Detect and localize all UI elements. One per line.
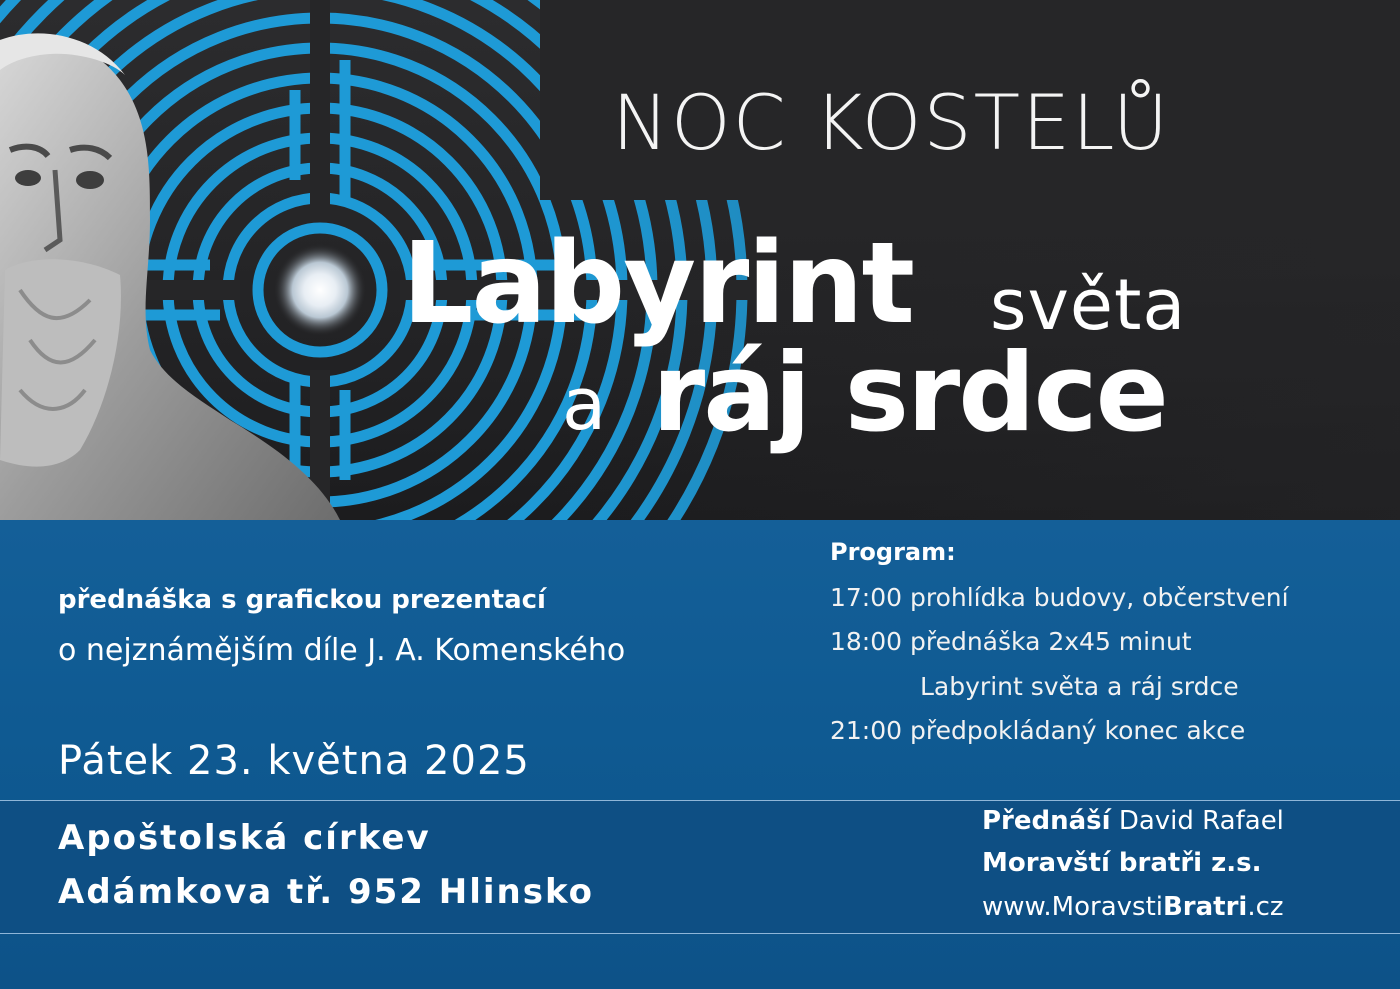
program-item: 21:00 předpokládaný konec akce [830,716,1246,745]
venue-name: Apoštolská církev [58,818,431,858]
event-date: Pátek 23. května 2025 [58,738,530,784]
intro-line-1: přednáška s grafickou prezentací [58,585,546,615]
url-bold: Bratri [1162,892,1248,922]
venue-address: Adámkova tř. 952 Hlinsko [58,872,595,912]
lecture-title-labyrint: Labyrint [402,219,914,349]
program-item: 17:00 prohlídka budovy, občerstvení [830,583,1289,612]
program-title: Program: [830,538,956,566]
program-item: 18:00 přednáška 2x45 minut [830,627,1192,656]
lecture-title-sveta: světa [990,264,1187,346]
lecture-title-raj-srdce: ráj srdce [652,331,1167,456]
organization-name: Moravští bratři z.s. [982,848,1262,878]
speaker-name: David Rafael [1118,806,1284,836]
lecture-title-a: a [562,362,607,446]
url-prefix: www.Moravsti [982,892,1163,922]
event-title: NOC KOSTELŮ [612,78,1171,167]
url-suffix: .cz [1247,892,1284,922]
intro-line-2: o nejznámějším díle J. A. Komenského [58,633,626,668]
speaker-label: Přednáší [982,806,1111,836]
website-link[interactable] [982,892,1284,922]
program-item: Labyrint světa a ráj srdce [920,672,1239,701]
labyrinth-center-glow [274,244,366,336]
speaker-line [982,806,1284,836]
